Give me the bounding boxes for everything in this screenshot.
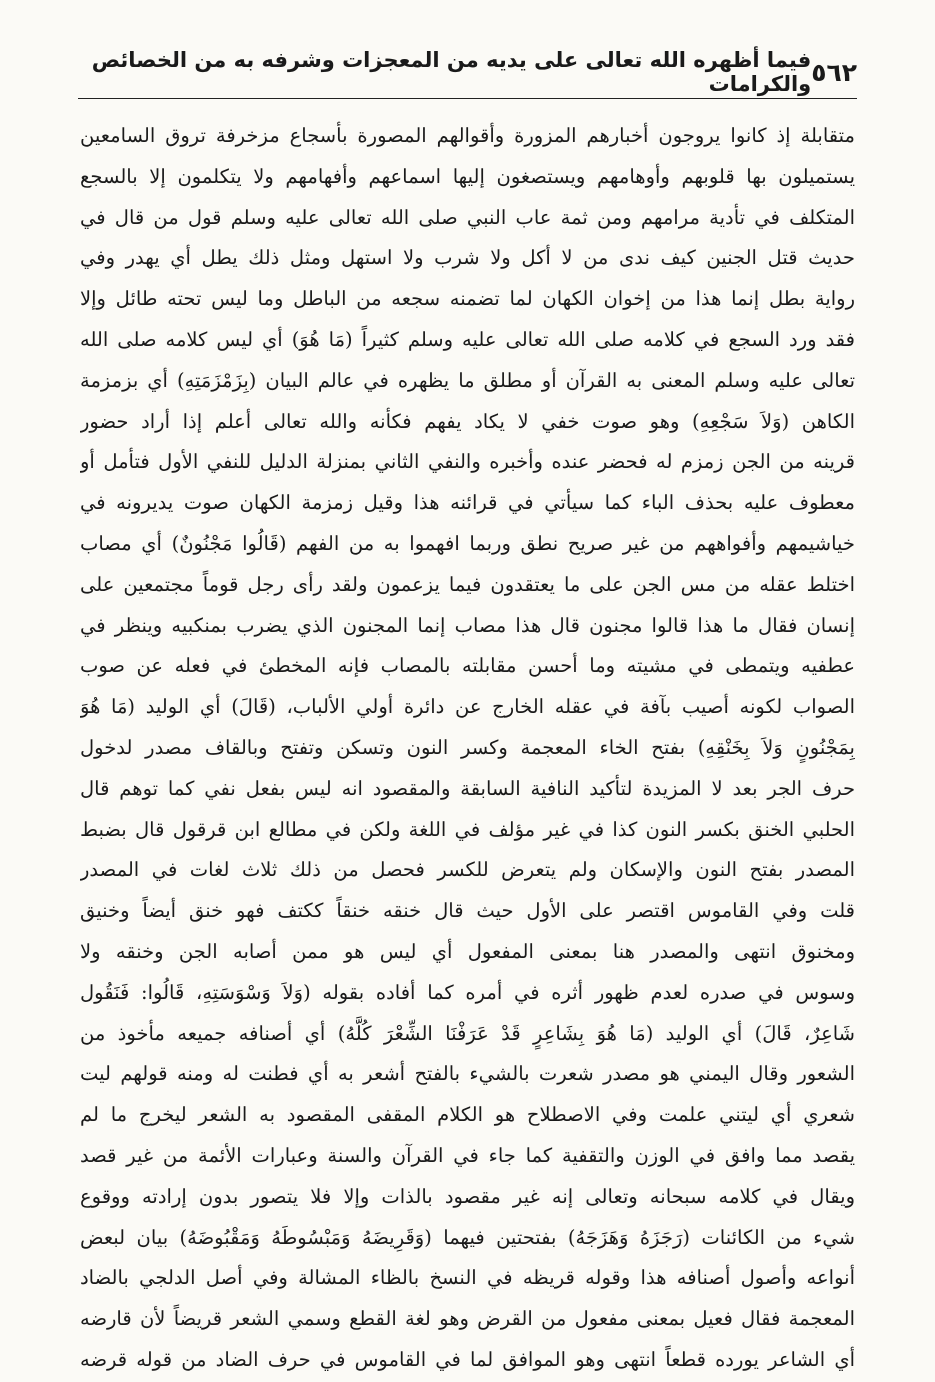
text-line: إنسان فقال ما هذا قالوا مجنون قال هذا مصاب إنما المجنون الذي يضرب بمنكبيه وينظر في: [80, 613, 855, 637]
text-line: شيء من الكائنات (رَجَزَهُ وَهَزَجَهُ) بفتحتين فيهما (وَقَرِيضَهُ وَمَبْسُوطَهُ وَمَقْبُوضَهُ) بيان لبعض: [80, 1225, 855, 1249]
text-line: الشعور وقال اليمني هو مصدر شعرت بالشيء بالفتح أشعر به أي فطنت له ومنه قولهم ليت: [80, 1062, 855, 1086]
text-line: وسوس في صدره لعدم ظهور أثره في أمره كما أفاده بقوله (وَلاَ وَسْوَسَتِهِ، قَالُوا: فَنَقُول: [80, 980, 855, 1004]
text-line: قلت وفي القاموس اقتصر على الأول حيث قال خنقه خنقاً ككتف فهو خنق أيضاً وخنيق: [80, 899, 855, 923]
running-title: فيما أظهره الله تعالى على يديه من المعجزات وشرفه به من الخصائص والكرامات: [91, 48, 812, 96]
text-line: رواية بطل إنما هذا من إخوان الكهان لما تضمنه سجعه من الباطل وما ليس تحته طائل وإلا: [80, 287, 855, 311]
text-line: الصواب لكونه أصيب بآفة في عقله الخارج عن دائرة أولي الألباب، (قَالَ) أي الوليد (مَا هُوَ: [80, 695, 855, 719]
text-line: فقد ورد السجع في كلامه صلى الله تعالى عليه وسلم كثيراً (مَا هُوَ) أي ليس كلامه صلى الله: [80, 327, 855, 351]
header-divider: [78, 98, 857, 99]
text-line: الحلبي الخنق بكسر النون كذا في غير مؤلف في اللغة ولكن في مطالع ابن قرقول قال بضبط: [80, 817, 855, 841]
text-line: أي الشاعر يورده قطعاً انتهى وهو الموافق لما في القاموس في حرف الضاد من قوله قرضه: [80, 1347, 855, 1371]
text-line: الكاهن (وَلاَ سَجْعِهِ) وهو صوت خفي لا يكاد يفهم فكأنه والله تعالى أعلم إذا أراد حضور: [80, 409, 855, 433]
page-number: ٥٦٢: [811, 57, 857, 87]
text-line: ومخنوق انتهى والمصدر هنا بمعنى المفعول أي ليس هو ممن أصابه الجن وخنقه ولا: [80, 939, 855, 963]
text-line: المعجمة فقال فعيل بمعنى مفعول من القرض وهو لغة القطع وسمي الشعر قريضاً لأن قارضه: [80, 1307, 855, 1331]
body-text: [80, 116, 855, 1381]
text-line: معطوف عليه بحذف الباء كما سيأتي في قرائنه هذا وقيل زمزمة الكهان صوت يديرونه في: [80, 491, 855, 515]
text-line: ويقال في كلامه سبحانه وتعالى إنه غير مقصود بالذات وإلا فلا يتصور بدون إرادته ووقوع: [80, 1184, 855, 1208]
text-line: عطفيه ويتمطى في مشيته وما أحسن مقابلته بالمصاب فإنه المخطئ في فعله عن صوب: [80, 654, 855, 678]
text-line: حرف الجر بعد لا المزيدة لتأكيد النافية السابقة والمقصود انه ليس بفعل نفي كما توهم قال: [80, 776, 855, 800]
text-line: بِمَجْنُونٍ وَلاَ بِخَنْقِهِ) بفتح الخاء المعجمة وكسر النون وتسكن وتفتح وبالقاف مصدر لدخول: [80, 735, 855, 759]
text-line: المصدر بفتح النون والإسكان ولم يتعرض للكسر فحصل من ذلك ثلاث لغات في المصدر: [80, 858, 855, 882]
text-line: يقصد مما وافق في الوزن والتقفية كما جاء في القرآن والسنة وعبارات الأئمة من غير قصد: [80, 1143, 855, 1167]
text-line: قرينه من الجن زمزم له فحضر عنده وأخبره والنفي الثاني بمنزلة الدليل للنفي الأول فتأمل أو: [80, 450, 855, 474]
text-line: المتكلف في تأدية مرامهم ومن ثمة عاب النبي صلى الله تعالى عليه وسلم قول من قال في: [80, 205, 855, 229]
page-header: [78, 50, 857, 94]
text-line: متقابلة إذ كانوا يروجون أخبارهم المزورة وأقوالهم المصورة بأسجاع مزخرفة تروق السامعين: [80, 124, 855, 147]
text-line: يستميلون بها قلوبهم وأوهامهم ويستصغون إليها اسماعهم وأفهامهم ولا يتكلمون إلا بالسجع: [80, 164, 855, 188]
text-line: خياشيمهم وأفواههم من غير صريح نطق وربما افهموا به من الفهم (قَالُوا مَجْنُونٌ) أي مصاب: [80, 531, 855, 555]
text-line: شعري أي ليتني علمت وفي الاصطلاح هو الكلام المقفى المقصود به الشعر ليخرج ما لم: [80, 1103, 855, 1127]
text-line: أنواعه وأصول أصنافه هذا وقوله قريظه في النسخ بالظاء المشالة وفي أصل الدلجي بالضاد: [80, 1266, 855, 1290]
text-line: تعالى عليه وسلم المعنى به القرآن أو مطلق ما يظهره في عالم البيان (بِزَمْزَمَتِهِ) أي بزمزمة: [80, 368, 855, 392]
text-line: حديث قتل الجنين كيف ندى من لا أكل ولا شرب ولا استهل ومثل ذلك يطل أي يهدر وفي: [80, 246, 855, 270]
text-line: اختلط عقله من مس الجن على ما يعتقدون فيما يزعمون ولقد رأى رجل قوماً مجتمعين على: [80, 572, 855, 596]
text-line: شَاعِرٌ، قَالَ) أي الوليد (مَا هُوَ بِشَاعِرٍ قَدْ عَرَفْنَا الشِّعْرَ كُلَّهُ) أي أصنافه جميعه مأخوذ من: [80, 1021, 855, 1045]
